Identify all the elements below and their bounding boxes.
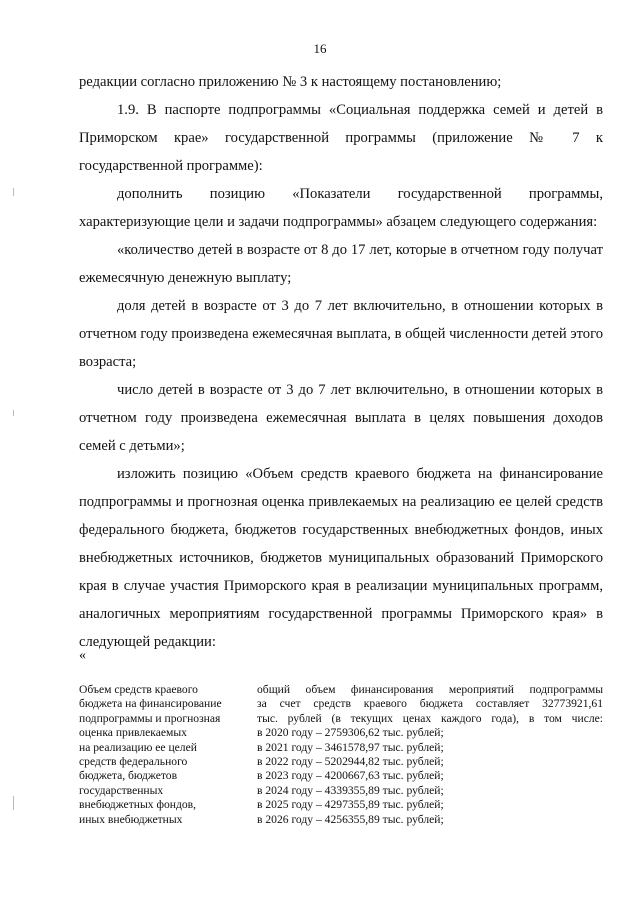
table-label-column [79, 683, 251, 827]
table-value-line: тыс. рублей (в текущих ценах каждого года), в том числе: [257, 711, 603, 725]
paragraph: изложить позицию «Объем средств краевого бюджета на финансирование подпрограммы и прогнозная оценка привлекаемых на реализацию ее целей средств федерального бюджета, бюджетов государственных внебюджетных фондов, иных внебюджетных источников, бюджетов муниципальных образований Приморского края в случае участия Приморского края в реализации муниципальных программ, аналогичных мероприятиям государственной программы Приморского края» в следующей редакции: [79, 466, 603, 650]
table-label-line: подпрограммы и прогнозная [79, 711, 221, 725]
paragraph: число детей в возрасте от 3 до 7 лет включительно, в отношении которых в отчетном году произведена ежемесячная выплата в целях повышения доходов семей с детьми»; [79, 382, 603, 454]
scan-artifact [13, 796, 14, 810]
table-value-line: в 2026 году – 4256355,89 тыс. рублей; [257, 812, 444, 826]
table-label-line: бюджета на финансирование [79, 697, 222, 711]
table-label-line: внебюджетных фондов, [79, 798, 197, 812]
table-label-line: на реализацию ее целей [79, 740, 197, 754]
document-body [79, 68, 603, 656]
table-value-column [257, 683, 603, 827]
page-number: 16 [313, 41, 327, 56]
table-label-line: бюджета, бюджетов [79, 769, 178, 783]
paragraph: «количество детей в возрасте от 8 до 17 лет, которые в отчетном году получат ежемесячную денежную выплату; [79, 242, 603, 286]
table-label-line: государственных [79, 783, 164, 797]
table-value-line: в 2023 году – 4200667,63 тыс. рублей; [257, 769, 444, 783]
paragraph: доля детей в возрасте от 3 до 7 лет включительно, в отношении которых в отчетном году произведена ежемесячная выплата, в общей численности детей этого возраста; [79, 298, 603, 370]
funding-table [79, 683, 603, 827]
opening-quote-mark: « [79, 648, 86, 663]
scan-artifact [13, 188, 14, 196]
paragraph: редакции согласно приложению № 3 к настоящему постановлению; [79, 74, 502, 90]
table-label-line: средств федерального [79, 755, 188, 769]
table-value-line: общий объем финансирования мероприятий подпрограммы [257, 683, 603, 696]
table-label-line: оценка привлекаемых [79, 726, 187, 740]
scan-artifact [13, 410, 14, 416]
table-value-line: в 2025 году – 4297355,89 тыс. рублей; [257, 798, 444, 812]
table-value-line: в 2022 году – 5202944,82 тыс. рублей; [257, 755, 444, 769]
table-value-line: в 2020 году – 2759306,62 тыс. рублей; [257, 726, 444, 740]
table-value-line: в 2021 году – 3461578,97 тыс. рублей; [257, 740, 444, 754]
table-label-line: иных внебюджетных [79, 812, 183, 826]
paragraph: дополнить позицию «Показатели государственной программы, характеризующие цели и задачи подпрограммы» абзацем следующего содержания: [79, 186, 603, 230]
table-value-line: в 2024 году – 4339355,89 тыс. рублей; [257, 783, 444, 797]
table-value-line: за счет средств краевого бюджета составляет 32773921,61 [257, 697, 603, 711]
table-label-line: Объем средств краевого [79, 683, 198, 696]
paragraph: 1.9. В паспорте подпрограммы «Социальная поддержка семей и детей в Приморском крае» государственной программы (приложение № 7 к государственной программе): [79, 102, 603, 174]
